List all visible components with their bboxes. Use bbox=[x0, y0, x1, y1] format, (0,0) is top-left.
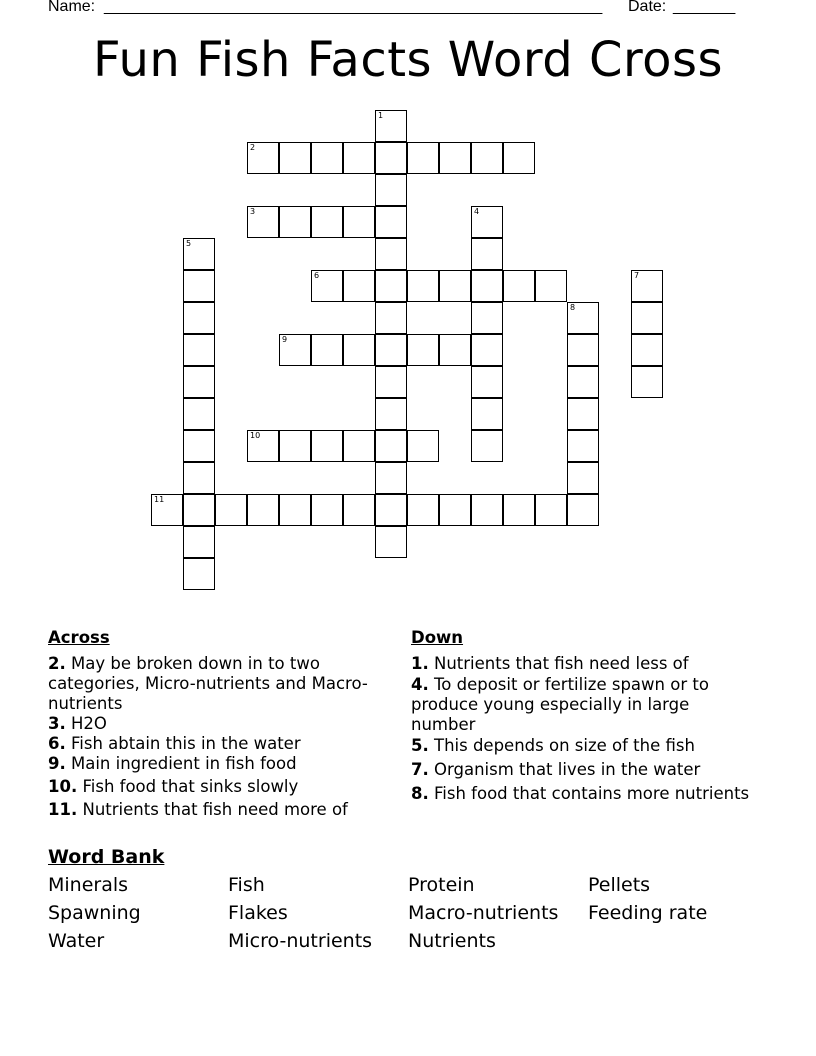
grid-cell[interactable] bbox=[183, 270, 215, 302]
grid-cell[interactable] bbox=[247, 494, 279, 526]
clue-across-2 bbox=[48, 654, 393, 714]
cell-number: 8 bbox=[570, 303, 576, 312]
clue-text: Organism that lives in the water bbox=[434, 760, 701, 779]
grid-cell[interactable] bbox=[343, 270, 375, 302]
clue-across-3 bbox=[48, 714, 393, 734]
grid-cell[interactable] bbox=[183, 462, 215, 494]
clue-across-11 bbox=[48, 800, 393, 820]
grid-cell[interactable] bbox=[471, 238, 503, 270]
grid-cell[interactable] bbox=[343, 430, 375, 462]
clue-text: May be broken down in to two categories, Micro-nutrients and Macro-nutrients bbox=[48, 654, 368, 713]
grid-cell[interactable] bbox=[183, 238, 215, 270]
clue-number: 11. bbox=[48, 800, 78, 819]
grid-cell[interactable] bbox=[247, 142, 279, 174]
grid-cell[interactable] bbox=[375, 302, 407, 334]
word-bank-item: Protein bbox=[408, 874, 475, 896]
word-bank-item: Spawning bbox=[48, 902, 141, 924]
grid-cell[interactable] bbox=[407, 430, 439, 462]
grid-cell[interactable] bbox=[471, 366, 503, 398]
grid-cell[interactable] bbox=[631, 334, 663, 366]
across-heading: Across bbox=[48, 628, 110, 647]
grid-cell[interactable] bbox=[535, 494, 567, 526]
clue-number: 6. bbox=[48, 734, 66, 753]
grid-cell[interactable] bbox=[471, 270, 503, 302]
clue-number: 1. bbox=[411, 654, 429, 673]
grid-cell[interactable] bbox=[183, 302, 215, 334]
word-bank-item: Fish bbox=[228, 874, 265, 896]
grid-cell[interactable] bbox=[631, 270, 663, 302]
clue-text: Nutrients that fish need less of bbox=[434, 654, 689, 673]
word-bank-item: Flakes bbox=[228, 902, 288, 924]
grid-cell[interactable] bbox=[311, 494, 343, 526]
clue-text: This depends on size of the fish bbox=[434, 736, 695, 755]
cell-number: 10 bbox=[250, 431, 261, 440]
grid-cell[interactable] bbox=[503, 494, 535, 526]
grid-cell[interactable] bbox=[183, 398, 215, 430]
grid-cell[interactable] bbox=[215, 494, 247, 526]
grid-cell[interactable] bbox=[407, 142, 439, 174]
cell-number: 2 bbox=[250, 143, 256, 152]
grid-cell[interactable] bbox=[183, 494, 215, 526]
grid-cell[interactable] bbox=[311, 334, 343, 366]
grid-cell[interactable] bbox=[279, 494, 311, 526]
grid-cell[interactable] bbox=[567, 430, 599, 462]
grid-cell[interactable] bbox=[471, 206, 503, 238]
clue-number: 7. bbox=[411, 760, 429, 779]
grid-cell[interactable] bbox=[311, 270, 343, 302]
clue-down-7 bbox=[411, 760, 751, 780]
grid-cell[interactable] bbox=[439, 270, 471, 302]
grid-cell[interactable] bbox=[471, 430, 503, 462]
date-field-line[interactable]: _______ bbox=[673, 0, 736, 15]
grid-cell[interactable] bbox=[407, 334, 439, 366]
grid-cell[interactable] bbox=[567, 462, 599, 494]
grid-cell[interactable] bbox=[375, 366, 407, 398]
grid-cell[interactable] bbox=[439, 334, 471, 366]
grid-cell[interactable] bbox=[279, 430, 311, 462]
grid-cell[interactable] bbox=[471, 398, 503, 430]
cell-number: 4 bbox=[474, 207, 480, 216]
grid-cell[interactable] bbox=[311, 142, 343, 174]
grid-cell[interactable] bbox=[279, 334, 311, 366]
grid-cell[interactable] bbox=[407, 494, 439, 526]
grid-cell[interactable] bbox=[535, 270, 567, 302]
name-label: Name: bbox=[48, 0, 96, 15]
grid-cell[interactable] bbox=[247, 430, 279, 462]
down-clues bbox=[411, 628, 751, 804]
grid-cell[interactable] bbox=[343, 334, 375, 366]
grid-cell[interactable] bbox=[375, 238, 407, 270]
clue-down-5 bbox=[411, 736, 751, 756]
clue-across-10 bbox=[48, 777, 393, 797]
grid-cell[interactable] bbox=[375, 270, 407, 302]
grid-cell[interactable] bbox=[407, 270, 439, 302]
clue-number: 3. bbox=[48, 714, 66, 733]
grid-cell[interactable] bbox=[183, 334, 215, 366]
grid-cell[interactable] bbox=[343, 206, 375, 238]
grid-cell[interactable] bbox=[567, 398, 599, 430]
clue-text: Main ingredient in fish food bbox=[71, 754, 297, 773]
grid-cell[interactable] bbox=[471, 334, 503, 366]
clue-text: Fish food that sinks slowly bbox=[82, 777, 299, 796]
grid-cell[interactable] bbox=[343, 494, 375, 526]
grid-cell[interactable] bbox=[567, 334, 599, 366]
grid-cell[interactable] bbox=[567, 494, 599, 526]
clue-number: 8. bbox=[411, 784, 429, 803]
grid-cell[interactable] bbox=[375, 110, 407, 142]
word-bank-item: Pellets bbox=[588, 874, 651, 896]
word-bank-item: Micro-nutrients bbox=[228, 930, 373, 952]
down-heading: Down bbox=[411, 628, 464, 647]
cell-number: 5 bbox=[186, 239, 192, 248]
clue-down-4 bbox=[411, 675, 751, 735]
grid-cell[interactable] bbox=[503, 270, 535, 302]
grid-cell[interactable] bbox=[247, 206, 279, 238]
word-bank-heading: Word Bank bbox=[48, 846, 165, 868]
cell-number: 7 bbox=[634, 271, 640, 280]
cell-number: 3 bbox=[250, 207, 256, 216]
clue-across-9 bbox=[48, 754, 393, 774]
clue-number: 4. bbox=[411, 675, 429, 694]
clue-number: 10. bbox=[48, 777, 78, 796]
grid-cell[interactable] bbox=[183, 526, 215, 558]
grid-cell[interactable] bbox=[375, 526, 407, 558]
clue-down-1 bbox=[411, 654, 751, 674]
grid-cell[interactable] bbox=[375, 174, 407, 206]
word-bank-item: Water bbox=[48, 930, 105, 952]
word-bank-item: Feeding rate bbox=[588, 902, 708, 924]
clue-number: 2. bbox=[48, 654, 66, 673]
grid-cell[interactable] bbox=[503, 142, 535, 174]
grid-cell[interactable] bbox=[567, 302, 599, 334]
grid-cell[interactable] bbox=[279, 206, 311, 238]
clue-text: Nutrients that fish need more of bbox=[82, 800, 348, 819]
grid-cell[interactable] bbox=[471, 142, 503, 174]
grid-cell[interactable] bbox=[375, 494, 407, 526]
date-label: Date: bbox=[628, 0, 667, 15]
grid-cell[interactable] bbox=[375, 398, 407, 430]
clue-down-8 bbox=[411, 784, 751, 804]
clue-text: Fish food that contains more nutrients bbox=[434, 784, 750, 803]
grid-cell[interactable] bbox=[375, 334, 407, 366]
clue-across-6 bbox=[48, 734, 393, 754]
grid-cell[interactable] bbox=[375, 462, 407, 494]
word-bank-item: Macro-nutrients bbox=[408, 902, 559, 924]
cell-number: 1 bbox=[378, 111, 384, 120]
grid-cell[interactable] bbox=[279, 142, 311, 174]
grid-cell[interactable] bbox=[183, 366, 215, 398]
grid-cell[interactable] bbox=[375, 206, 407, 238]
cell-number: 9 bbox=[282, 335, 288, 344]
grid-cell[interactable] bbox=[631, 366, 663, 398]
grid-cell[interactable] bbox=[343, 142, 375, 174]
grid-cell[interactable] bbox=[151, 494, 183, 526]
clue-number: 5. bbox=[411, 736, 429, 755]
clue-text: Fish abtain this in the water bbox=[71, 734, 301, 753]
grid-cell[interactable] bbox=[439, 494, 471, 526]
grid-cell[interactable] bbox=[471, 302, 503, 334]
grid-cell[interactable] bbox=[567, 366, 599, 398]
clue-text: H2O bbox=[71, 714, 107, 733]
grid-cell[interactable] bbox=[183, 430, 215, 462]
grid-cell[interactable] bbox=[311, 430, 343, 462]
name-field-line[interactable]: ________________________________________________________ bbox=[104, 0, 603, 15]
across-clues bbox=[48, 628, 393, 820]
puzzle-title: Fun Fish Facts Word Cross bbox=[92, 32, 724, 88]
grid-cell[interactable] bbox=[183, 558, 215, 590]
word-bank-item: Nutrients bbox=[408, 930, 496, 952]
grid-cell[interactable] bbox=[375, 142, 407, 174]
grid-cell[interactable] bbox=[471, 494, 503, 526]
grid-cell[interactable] bbox=[375, 430, 407, 462]
clue-text: To deposit or fertilize spawn or to produce young especially in large number bbox=[411, 675, 709, 734]
grid-cell[interactable] bbox=[631, 302, 663, 334]
cell-number: 6 bbox=[314, 271, 320, 280]
clue-number: 9. bbox=[48, 754, 66, 773]
word-bank-item: Minerals bbox=[48, 874, 129, 896]
grid-cell[interactable] bbox=[311, 206, 343, 238]
grid-cell[interactable] bbox=[439, 142, 471, 174]
cell-number: 11 bbox=[154, 495, 165, 504]
